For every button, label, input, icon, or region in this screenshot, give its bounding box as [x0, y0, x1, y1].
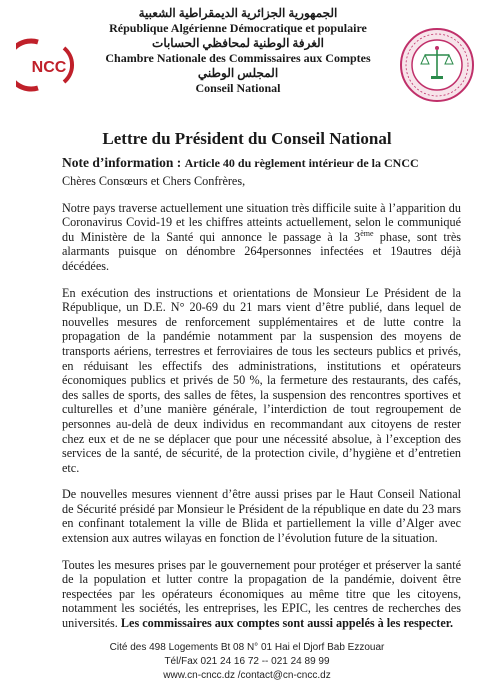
letter-footer — [0, 641, 494, 683]
footer-address: Cité des 498 Logements Bt 08 N° 01 Hai el Djorf Bab Ezzouar — [109, 642, 385, 653]
header-arabic-1: الجمهورية الجزائرية الديمقراطية الشعبية — [138, 6, 338, 20]
footer-phone: Tél/Fax 021 24 16 72 -- 021 24 89 99 — [164, 656, 330, 667]
paragraph-4-text: Toutes les mesures prises par le gouvernement pour protéger et préserver la santé de la population et lutter contre la propagation de la pandémie, doivent être respectées par les opérateurs économiques au même titre que les citoyens, notamment les sociétés, les entreprises, les EPIC, les centres de recherches des universités. — [62, 557, 461, 631]
paragraph-1 — [62, 201, 461, 274]
note-label: Note d’information : — [62, 155, 182, 170]
paragraph-2: En exécution des instructions et orientations de Monsieur Le Président de la République, un D.E. N° 20-69 du 21 mars vient d’être publié, dans lequel de nouvelles mesures de renforcement supplémentaires et de lutte contre la propagation de la pandémie notamment par la suspension des moyens de transports aériens, terrestres et ferroviaires de tous les secteurs publics et privés, en réduisant les effectifs des administrations, institutions et opérateurs économiques publics et privés de 50 %, la fermeture des restaurants, des cafés, des salles de sports, des salles de fêtes, la suspension des rencontres sportives et culturelles et d’une manière générale, l’interdiction de tout regroupement de personnes au-delà de deux individus en recommandant aux citoyens de rester chez eux et de ne se déplacer que pour une nécessité absolue, à l’exception des services de la santé, de sécurité, de la protection civile, d’hygiène et d’entretien etc. — [62, 285, 461, 475]
seal-emblem-icon — [398, 26, 476, 104]
paragraph-1-sup: ème — [360, 228, 374, 238]
ncc-logo-icon — [16, 34, 78, 96]
letterhead-text — [88, 6, 388, 96]
paragraph-4 — [62, 558, 461, 631]
header-arabic-2: الغرفة الوطنية لمحافظي الحسابات — [152, 36, 324, 50]
paragraph-1-before: Notre pays traverse actuellement une situation très difficile suite à l’apparition du Coronavirus Covid-19 et les chiffres atteints actuellement, selon le communiqué du Ministère de la Santé qui annonce le passage à la 3 — [62, 200, 461, 244]
greeting: Chères Consœurs et Chers Confrères, — [62, 174, 246, 188]
header-french-3: Conseil National — [195, 81, 281, 95]
header-arabic-3: المجلس الوطني — [197, 66, 279, 80]
letterhead — [0, 6, 494, 118]
paragraph-3: De nouvelles mesures viennent d’être aussi prises par le Haut Conseil National de Sécurité présidé par Monsieur le Président de la république en date du 23 mars en confinant totalement la ville de Blida et partiellement la ville d’Alger avec extension aux autres wilayas en fonction de l’évolution future de la situation. — [62, 487, 461, 546]
letter-body — [62, 168, 461, 643]
paragraph-1-after: phase, sont très alarmants puisque on dénombre 264personnes infectées et 19autres déjà décédées. — [62, 229, 461, 273]
header-french-2: Chambre Nationale des Commissaires aux Comptes — [105, 51, 371, 65]
letter-title: Lettre du Président du Conseil National — [102, 129, 392, 148]
header-french-1: République Algérienne Démocratique et populaire — [109, 21, 367, 35]
paragraph-4-bold: Les commissaires aux comptes sont aussi appelés à les respecter. — [120, 616, 454, 631]
note-subject: Article 40 du règlement intérieur de la CNCC — [184, 156, 419, 170]
ncc-logo-text: NCC — [31, 59, 67, 76]
footer-web: www.cn-cncc.dz /contact@cn-cncc.dz — [163, 670, 331, 681]
